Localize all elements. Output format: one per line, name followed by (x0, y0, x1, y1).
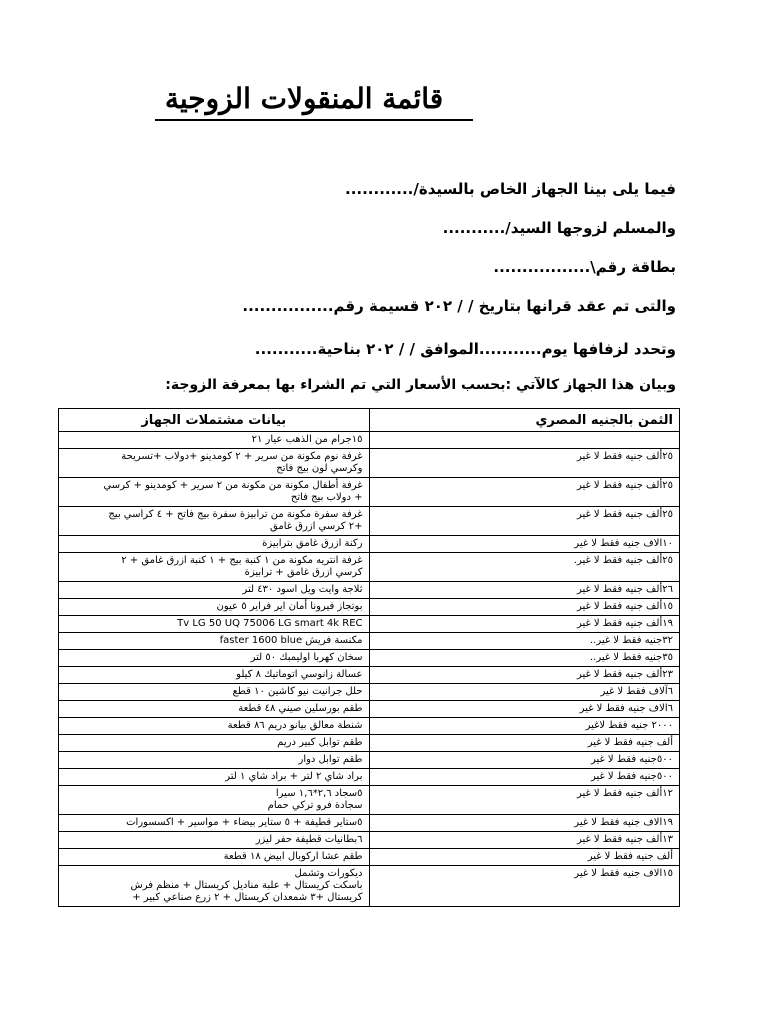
item-text-line: براد شاي ٢ لتر + براد شاي ١ لتر (225, 771, 363, 782)
table-row (59, 701, 680, 718)
table-row (59, 633, 680, 650)
item-text-line: كرسي ازرق غامق + ترابيزة (244, 567, 363, 578)
table-header-row (59, 409, 680, 432)
price-cell: ٢٥ألف جنيه فقط لا غير. (369, 553, 680, 582)
item-cell (59, 735, 370, 752)
item-text-line: ٦بطانيات قطيفة حفر ليزر (255, 834, 363, 845)
item-cell (59, 866, 370, 907)
item-text-line: غرفة أطفال مكونة من مكونة من ٢ سرير + كومدينو + كرسي (103, 480, 363, 491)
table-row (59, 815, 680, 832)
item-text-line: كريستال +٣ شمعدان كريستال + ٢ زرع صناعي كبير + (132, 892, 363, 903)
item-text-line: غرفة انتريه مكونة من ١ كنبة بيج + ١ كنبة ازرق غامق + ٢ (121, 555, 363, 566)
table-row (59, 432, 680, 449)
price-cell: ٣٥جنيه فقط لا غير.. (369, 650, 680, 667)
item-cell (59, 616, 370, 633)
price-cell (369, 432, 680, 449)
item-cell (59, 786, 370, 815)
table-row (59, 667, 680, 684)
item-text-line: ديكورات وتشمل (294, 868, 363, 879)
price-cell: ٢٣ألف جنيه فقط لا غير (369, 667, 680, 684)
item-cell (59, 633, 370, 650)
item-cell (59, 701, 370, 718)
price-cell: ١٩ألف جنيه فقط لا غير (369, 616, 680, 633)
intro-line-id-card: بطاقة رقم\................. (493, 258, 676, 276)
price-column-header: الثمن بالجنيه المصري (369, 409, 680, 432)
item-cell (59, 507, 370, 536)
intro-line-bride: فيما يلى بينا الجهاز الخاص بالسيدة/............ (345, 180, 676, 198)
item-cell (59, 650, 370, 667)
table-row (59, 599, 680, 616)
table-row (59, 735, 680, 752)
item-cell (59, 718, 370, 735)
table-row (59, 507, 680, 536)
table-row (59, 752, 680, 769)
table-row (59, 553, 680, 582)
price-cell: ١٠الاف جنيه فقط لا غير (369, 536, 680, 553)
price-cell: ٢٥ألف جنيه فقط لا غير (369, 478, 680, 507)
item-text-line: ثلاجة وايت ويل اسود ٤٣٠ لتر (242, 584, 363, 595)
item-cell (59, 449, 370, 478)
item-text-line: سجادة فرو تركي حمام (267, 800, 363, 811)
item-cell (59, 582, 370, 599)
item-cell (59, 849, 370, 866)
price-cell: ٢٠٠٠ جنيه فقط لاغير (369, 718, 680, 735)
item-cell (59, 553, 370, 582)
price-cell: ١٥الاف جنيه فقط لا غير (369, 866, 680, 907)
table-row (59, 478, 680, 507)
item-cell (59, 832, 370, 849)
item-text-line: مكنسة فريش faster 1600 blue (219, 635, 363, 646)
furniture-list-table (58, 408, 680, 907)
table-row (59, 849, 680, 866)
item-text-line: Tv LG 50 UQ 75006 LG smart 4k REC (177, 618, 363, 629)
price-cell: ٣٢جنيه فقط لا غير.. (369, 633, 680, 650)
item-text-line: عسالة زانوسي اتوماتيك ٨ كيلو (236, 669, 363, 680)
table-row (59, 718, 680, 735)
item-cell (59, 432, 370, 449)
table-row (59, 616, 680, 633)
table-row (59, 832, 680, 849)
table-row (59, 684, 680, 701)
item-text-line: +٢ كرسي ازرق غامق (270, 521, 363, 532)
price-cell: ٢٦ألف جنيه فقط لا غير (369, 582, 680, 599)
document-title: قائمة المنقولات الزوجية (0, 82, 768, 121)
price-cell: ٢٥ألف جنيه فقط لا غير (369, 507, 680, 536)
item-cell (59, 684, 370, 701)
intro-line-groom: والمسلم لزوجها السيد/........... (442, 219, 676, 237)
table-row (59, 769, 680, 786)
item-column-header: بيانات مشتملات الجهاز (59, 409, 370, 432)
price-cell: ٢٥ألف جنيه فقط لا غير (369, 449, 680, 478)
item-cell (59, 536, 370, 553)
item-cell (59, 667, 370, 684)
price-cell: ٦آلاف فقط لا غير (369, 684, 680, 701)
price-cell: ألف جنيه فقط لا غير (369, 849, 680, 866)
price-cell: ١٥ألف جنيه فقط لا غير (369, 599, 680, 616)
table-row (59, 449, 680, 478)
item-cell (59, 815, 370, 832)
item-text-line: وكرسي لون بيج فاتح (276, 463, 363, 474)
item-text-line: حلل جرانيت نيو كاشين ١٠ قطع (232, 686, 363, 697)
item-text-line: طقم توابل كبير دريم (277, 737, 363, 748)
item-cell (59, 478, 370, 507)
item-text-line: سخان كهربا اوليمبك ٥٠ لتر (250, 652, 363, 663)
item-text-line: غرفة سفرة مكونة من ترابيزة سفرة بيج فاتح + ٤ كراسي بيج (108, 509, 363, 520)
price-cell: ٦الاف جنيه فقط لا غير (369, 701, 680, 718)
item-cell (59, 599, 370, 616)
item-text-line: ٥سجاد ٢,٦*١,٦ سيرا (275, 788, 363, 799)
item-text-line: ركنة ازرق غامق بترابيزة (262, 538, 363, 549)
price-cell: ١٣ألف جنيه فقط لا غير (369, 832, 680, 849)
price-cell: ٥٠٠جنيه فقط لا غير (369, 769, 680, 786)
intro-line-statement: وبيان هذا الجهاز كالآتي :بحسب الأسعار التي تم الشراء بها بمعرفة الزوجة: (165, 377, 676, 393)
table-row (59, 866, 680, 907)
table-body (59, 432, 680, 907)
item-cell (59, 769, 370, 786)
item-text-line: ٥ستاير قطيفة + ٥ ستاير بيضاء + مواسير + اكسسورات (126, 817, 363, 828)
table-row (59, 536, 680, 553)
item-text-line: غرفة نوم مكونة من سرير + ٢ كومدينو +دولاب +تسريحة (121, 451, 363, 462)
intro-line-wedding-date: وتحدد لزفافها يوم...........الموافق / / ٢٠٢ بناحية........... (254, 340, 676, 358)
item-cell (59, 752, 370, 769)
table-row (59, 786, 680, 815)
item-text-line: شنطة معالق بيانو دريم ٨٦ قطعة (227, 720, 363, 731)
item-text-line: طقم بورسلين صيني ٤٨ قطعة (238, 703, 363, 714)
item-text-line: ١٥جرام من الذهب عيار ٢١ (251, 434, 363, 445)
item-text-line: طقم عشا اركوبال ابيض ١٨ قطعة (223, 851, 363, 862)
intro-line-marriage-date: والتى تم عقد قرانها بتاريخ / / ٢٠٢ قسيمة رقم................ (242, 297, 676, 315)
table-row (59, 650, 680, 667)
item-text-line: + دولاب بيج فاتح (290, 492, 363, 503)
item-text-line: باسكت كريستال + علبة مناديل كريستال + منظم فرش (130, 880, 363, 891)
item-text-line: طقم توابل دوار (298, 754, 363, 765)
price-cell: ١٢ألف جنيه فقط لا غير (369, 786, 680, 815)
table-row (59, 582, 680, 599)
item-text-line: بوتجاز فيرونا أمان اير فراير ٥ عيون (216, 601, 363, 612)
price-cell: ٥٠٠جنيه فقط لا غير (369, 752, 680, 769)
price-cell: ١٩الاف جنيه فقط لا غير (369, 815, 680, 832)
price-cell: ألف جنيه فقط لا غير (369, 735, 680, 752)
